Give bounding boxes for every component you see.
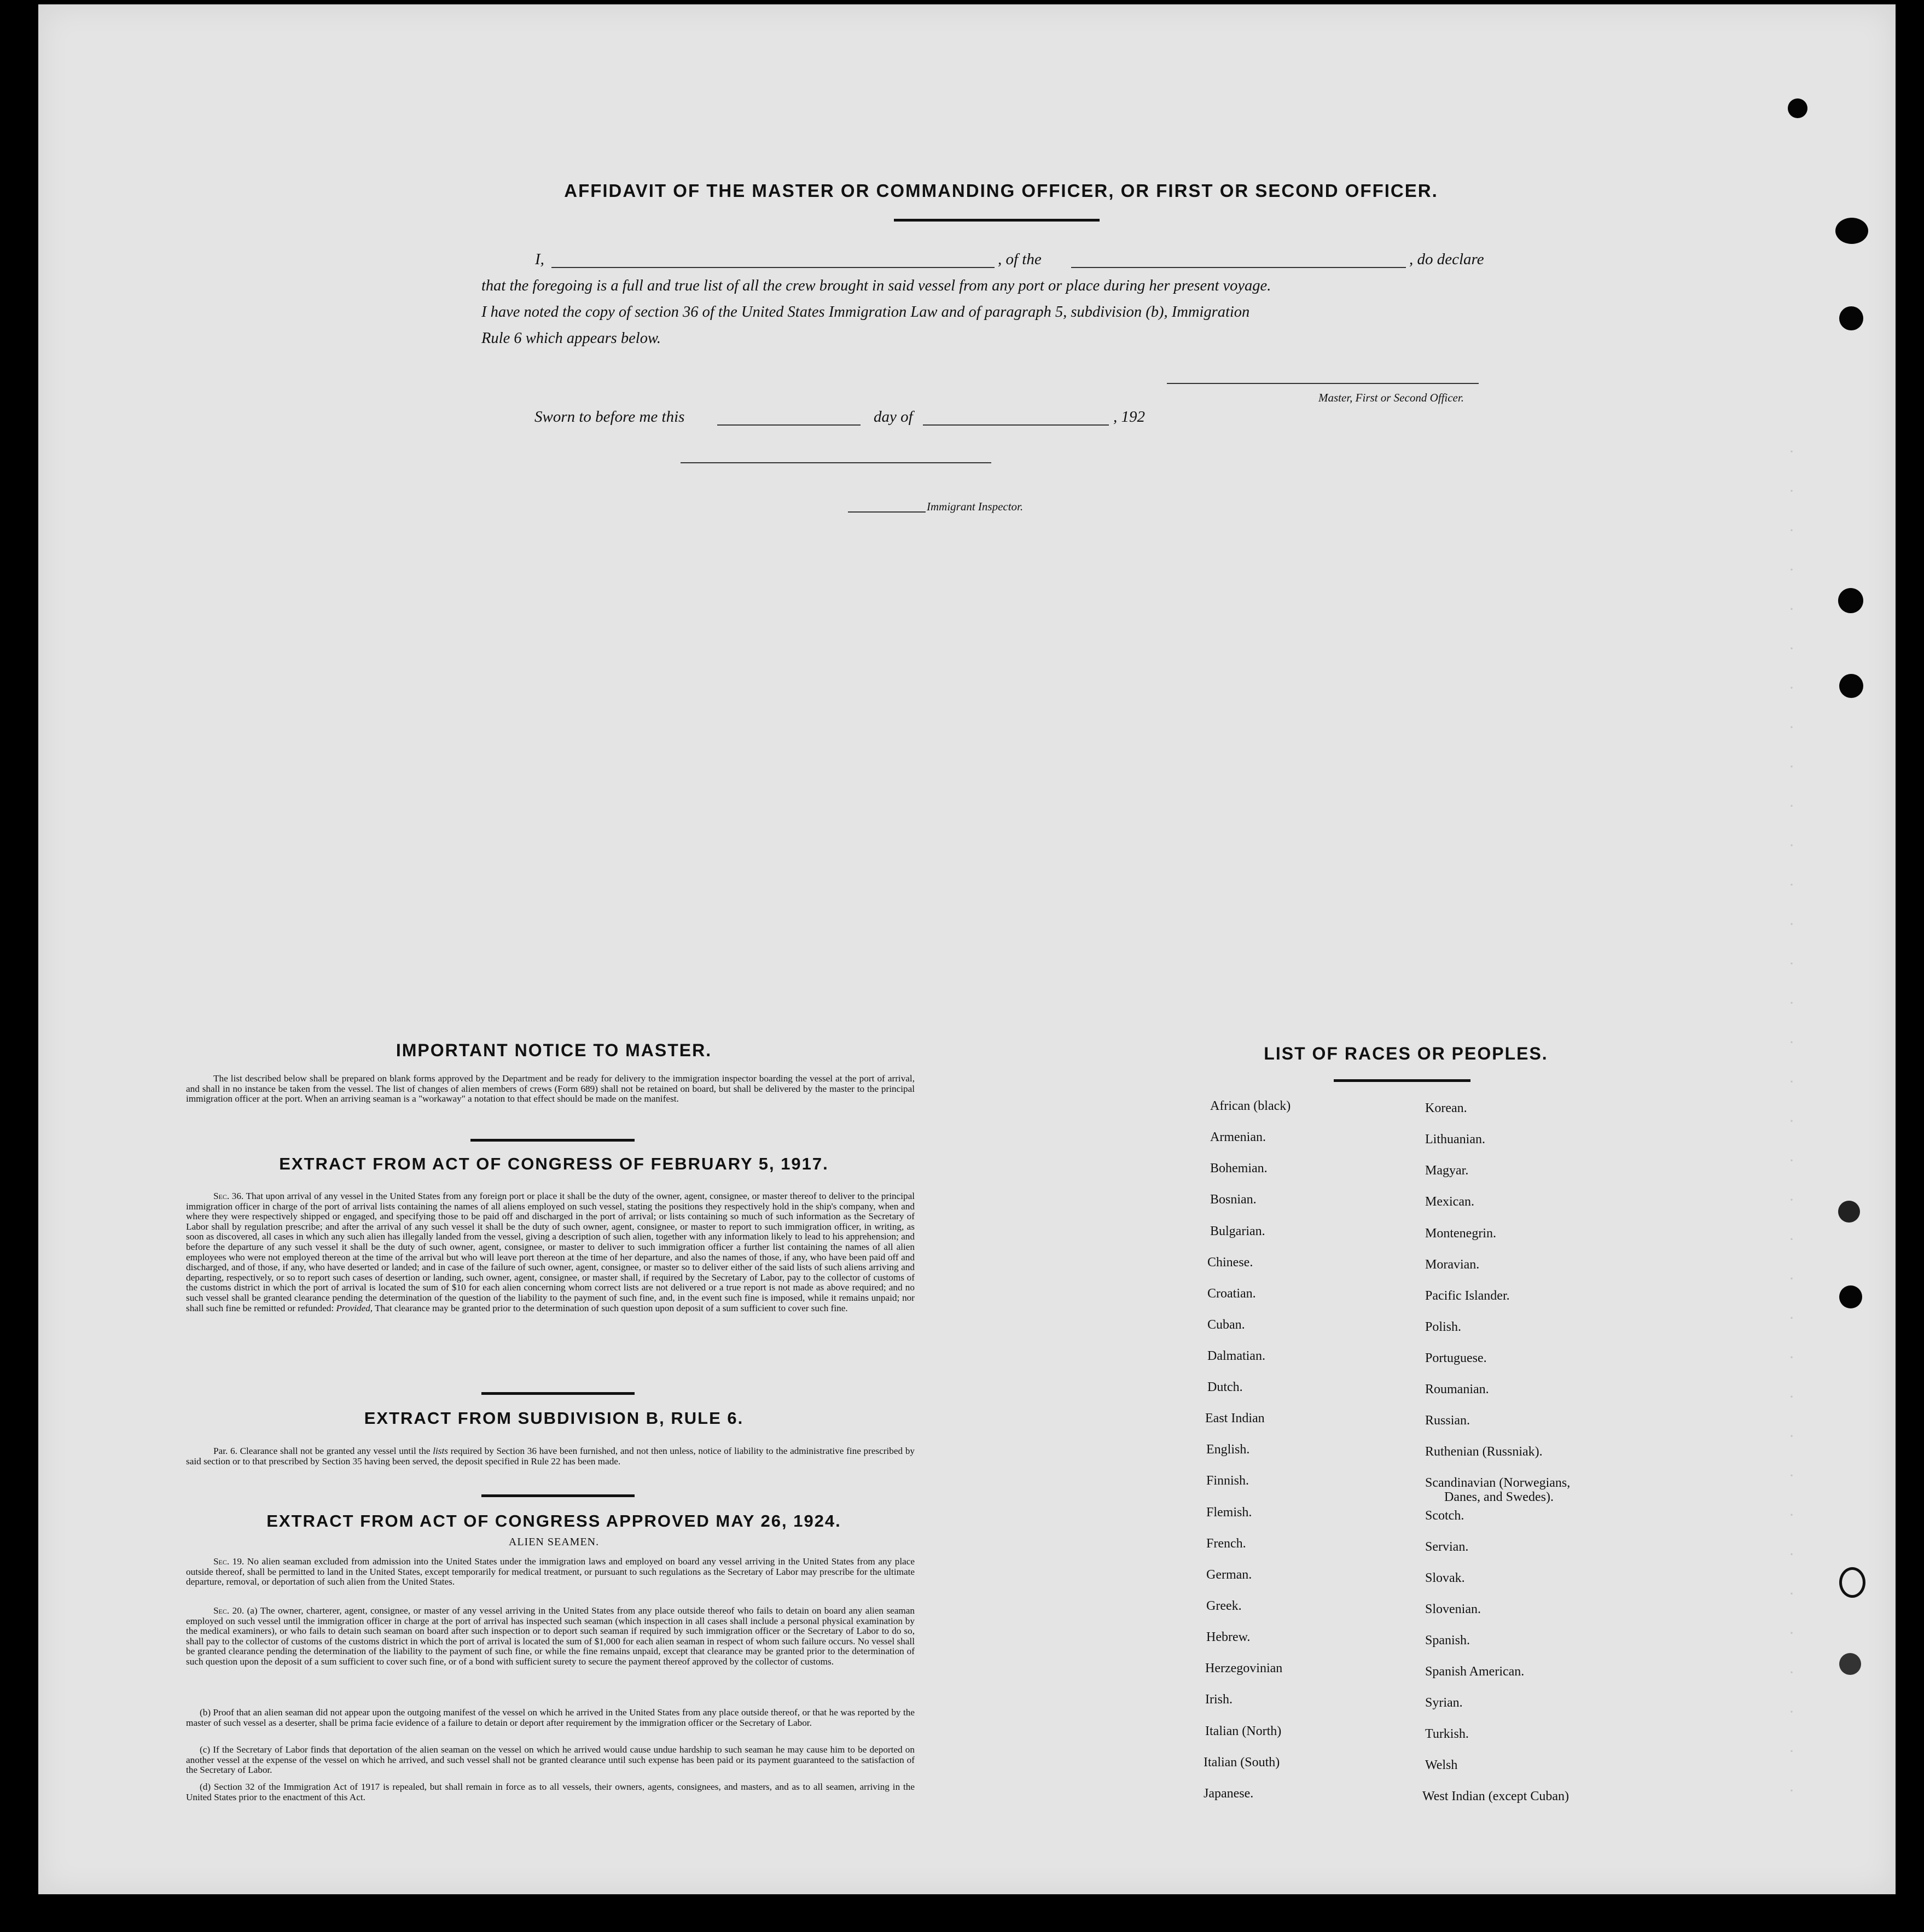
sec-36-body: That upon arrival of any vessel in the United States from any foreign port or place it shall be the duty of the owner, agent, consignee, or master thereof to deliver to the principal immigration officer in charge of the port of arrival lists containing the names of all aliens employed on such vessel, stating the positions they respectively hold in the ship's company, when and where they were respectively shipped or engaged, and specifying those to be paid off and discharged in the port of arrival; or lists containing so much of such information as the Secretary of Labor shall by regulation prescribe; and after the arrival of any such vessel it shall be the duty of such owner, agent, consignee, or master to report to such immigration officer, in writing, as soon as discovered, all cases in which any such alien has illegally landed from the vessel, giving a description of such alien, together with any information likely to lead to his apprehension; and before the departure of any such vessel it shall be the duty of such owner, agent, consignee, or master to deliver to such immigration officer a further list containing the names of all alien employees who were not employed thereon at the time of the arrival but who will leave port thereon at the time of her departure, and also the names of those, if any, who have been paid off and discharged, and of those, if any, who have deserted or landed; and in case of the failure of such owner, agent, consignee, or master so to deliver either of the said lists of such aliens arriving and departing, respectively, or so to report such cases of desertion or landing, such owner, agent, consignee, or master shall, if required by the Secretary of Labor, pay to the collector of customs of the customs district in which the port of arrival is located the sum of $10 for each alien concerning whom correct lists are not delivered or a true report is not made as above required; and no such vessel shall be granted clearance pending the determination of the question of the liability to the payment of such fine, and, in the event such fine is imposed, while it remains unpaid; nor shall such fine be remitted or refunded:	[186, 1191, 915, 1313]
race-left-17: Greek.	[1206, 1599, 1242, 1613]
race-left-22: Italian (South)	[1204, 1755, 1280, 1770]
race-left-4: Bosnian.	[1210, 1192, 1257, 1207]
race-right-15: Servian.	[1425, 1540, 1469, 1554]
provided-body: That clearance may be granted prior to the determination of such question upon deposit of a sum sufficient to cover such fine.	[375, 1302, 848, 1313]
extract-rule6-divider	[481, 1494, 635, 1497]
race-left-8: Cuban.	[1207, 1318, 1245, 1332]
race-right-6: Moravian.	[1425, 1258, 1480, 1272]
race-right-13: Scandinavian (Norwegians,	[1425, 1476, 1571, 1490]
sec-36-label: Sec. 36.	[213, 1191, 244, 1201]
notice-text: The list described below shall be prepared on blank forms approved by the Department and be ready for delivery to the immigration inspector boarding the vessel at the port of arrival, and shall in no instance be taken from the vessel. The list of changes of alien members of crews (Form 689) shall not be retained on board, but shall be delivered by the master to the principal immigration officer at the port. When an arriving seaman is a "workaway" a notation to that effect should be made on the manifest.	[186, 1073, 915, 1104]
race-right-20: Syrian.	[1425, 1696, 1463, 1710]
declarant-name-field[interactable]	[551, 267, 995, 268]
affidavit-title: AFFIDAVIT OF THE MASTER OR COMMANDING OFFICER, OR FIRST OR SECOND OFFICER.	[564, 181, 1438, 201]
race-left-7: Croatian.	[1207, 1287, 1256, 1301]
race-right-16: Slovak.	[1425, 1571, 1465, 1585]
year-label: , 192	[1113, 408, 1145, 426]
race-right-5: Montenegrin.	[1425, 1226, 1496, 1241]
affidavit-line-3: I have noted the copy of section 36 of the United States Immigration Law and of paragraph 5, subdivision (b), Immigration	[481, 304, 1250, 321]
extract-1917-text	[186, 1191, 915, 1313]
race-left-6: Chinese.	[1207, 1255, 1253, 1270]
affidavit-title-underline	[894, 219, 1100, 222]
race-left-21: Italian (North)	[1205, 1724, 1282, 1738]
sec-20a-body: (a) The owner, charterer, agent, consignee, or master of any vessel arriving in the United States from any place outside thereof who fails to detain on board any alien seaman employed on such vessel until the immigration officer in charge at the port of arrival has inspected such seaman (which inspection in all cases shall include a personal physical examination by the medical examiners), or who fails to detain such seaman on board after such inspection or to deport such seaman if required by such immigration officer or the Secretary of Labor to do so, shall pay to the collector of customs of the customs district in which the port of arrival is located the sum of $1,000 for each alien seaman in respect of whom such failure occurs. No vessel shall be granted clearance pending the determination of the liability to the payment of such fine, or while the fine remains unpaid, except that clearance may be granted prior to the determination of such question upon the deposit of a sum sufficient to cover such fine, or of a bond with sufficient surety to secure the payment thereof approved by the collector of customs.	[186, 1605, 915, 1667]
race-right-12: Ruthenian (Russniak).	[1425, 1445, 1543, 1459]
extract-1917-divider	[481, 1392, 635, 1395]
affidavit-line-2: that the foregoing is a full and true list of all the crew brought in said vessel from any port or place during her present voyage.	[481, 277, 1271, 294]
notice-title: IMPORTANT NOTICE TO MASTER.	[396, 1040, 712, 1060]
race-left-18: Hebrew.	[1206, 1630, 1251, 1644]
extract-rule6-title: EXTRACT FROM SUBDIVISION B, RULE 6.	[364, 1409, 744, 1428]
race-right-23: West Indian (except Cuban)	[1422, 1789, 1569, 1803]
race-right-4: Mexican.	[1425, 1195, 1474, 1209]
race-left-19: Herzegovinian	[1205, 1661, 1283, 1675]
race-left-11: East Indian	[1205, 1411, 1265, 1425]
master-signature-label: Master, First or Second Officer.	[1318, 391, 1464, 404]
race-left-23: Japanese.	[1204, 1786, 1254, 1801]
race-left-5: Bulgarian.	[1210, 1224, 1265, 1238]
provided-label: Provided,	[336, 1302, 373, 1313]
race-right-18: Spanish.	[1425, 1633, 1470, 1648]
races-title: LIST OF RACES OR PEOPLES.	[1264, 1044, 1548, 1063]
inspector-signature-field[interactable]	[681, 462, 991, 463]
punch-hole-8	[1839, 1567, 1865, 1598]
sworn-label: Sworn to before me this	[534, 408, 685, 426]
notice-divider	[470, 1139, 635, 1142]
bleed-through-marks: · · · · · · · · · · · · · · · · · · · · · · · · · · · · · · · · · · ·	[1789, 443, 1794, 1800]
race-right-7: Pacific Islander.	[1425, 1289, 1510, 1303]
race-left-13: Finnish.	[1206, 1474, 1249, 1488]
race-right-17: Slovenian.	[1425, 1602, 1481, 1616]
race-right-9: Portuguese.	[1425, 1351, 1487, 1365]
sworn-line	[534, 408, 1164, 430]
sec-19-label: Sec. 19.	[213, 1556, 245, 1567]
inspector-name-field[interactable]	[848, 511, 926, 513]
extract-1924-title: EXTRACT FROM ACT OF CONGRESS APPROVED MAY 26, 1924.	[266, 1511, 841, 1531]
race-right-8: Polish.	[1425, 1320, 1462, 1334]
punch-hole-1	[1788, 98, 1807, 118]
punch-hole-3	[1839, 306, 1863, 330]
race-right-14: Scotch.	[1425, 1509, 1464, 1523]
affidavit-line-4: Rule 6 which appears below.	[481, 330, 661, 347]
sec-19-body: No alien seaman excluded from admission into the United States under the immigration laws and employed on board any vessel arriving in the United States from any place outside thereof, shall be permitted to land in the United States, except temporarily for medical treatment, or pursuant to such regulations as the Secretary of Labor may prescribe for the ultimate departure, removal, or deportation of such alien from the United States.	[186, 1556, 915, 1587]
punch-hole-6	[1838, 1201, 1860, 1223]
rule6-body-a: Par. 6. Clearance shall not be granted any vessel until the	[213, 1446, 431, 1456]
race-left-12: English.	[1206, 1442, 1250, 1457]
sworn-month-field[interactable]	[923, 424, 1109, 426]
sworn-day-field[interactable]	[717, 424, 861, 426]
sec-20c-text: (c) If the Secretary of Labor finds that deportation of the alien seaman on the vessel on which he arrived would cause undue hardship to such seaman he may cause him to be deported on another vessel at the expense of the vessel on which he arrived, and such vessel shall not be granted clearance until such expense has been paid or its payment guaranteed to the satisfaction of the Secretary of Labor.	[186, 1744, 915, 1776]
races-title-underline	[1334, 1079, 1470, 1082]
sec-20-label: Sec. 20.	[213, 1605, 245, 1616]
inspector-label: Immigrant Inspector.	[927, 500, 1024, 513]
affidavit-declare-label: , do declare	[1409, 251, 1484, 268]
punch-hole-2	[1835, 218, 1868, 244]
punch-hole-7	[1839, 1285, 1862, 1308]
race-right-19: Spanish American.	[1425, 1665, 1525, 1679]
vessel-name-field[interactable]	[1071, 267, 1406, 268]
race-left-1: African (black)	[1210, 1099, 1291, 1113]
race-left-16: German.	[1206, 1568, 1252, 1582]
affidavit-of-the-label: , of the	[998, 251, 1042, 268]
race-right-3: Magyar.	[1425, 1163, 1469, 1178]
race-left-3: Bohemian.	[1210, 1161, 1268, 1176]
punch-hole-9	[1839, 1653, 1861, 1675]
race-right-13-cont: Danes, and Swedes).	[1444, 1490, 1554, 1504]
affidavit-i-label: I,	[535, 251, 544, 268]
race-right-1: Korean.	[1425, 1101, 1467, 1115]
master-signature-field[interactable]	[1167, 383, 1479, 384]
race-right-22: Welsh	[1425, 1758, 1458, 1772]
race-left-9: Dalmatian.	[1207, 1349, 1265, 1363]
extract-1917-title: EXTRACT FROM ACT OF CONGRESS OF FEBRUARY 5, 1917.	[279, 1154, 829, 1173]
affidavit-line-1	[535, 251, 1509, 272]
rule6-body-b: required by Section 36 have been furnished, and not then unless, notice of liability to the administrative fine prescribed by said section or to that prescribed by Section 35 having been served, the deposit specified in Rule 22 has been made.	[186, 1446, 915, 1467]
race-left-20: Irish.	[1205, 1692, 1233, 1707]
race-right-11: Russian.	[1425, 1413, 1470, 1428]
race-right-2: Lithuanian.	[1425, 1132, 1485, 1147]
punch-hole-4	[1838, 588, 1863, 613]
race-left-14: Flemish.	[1206, 1505, 1252, 1520]
race-right-21: Turkish.	[1425, 1727, 1469, 1741]
extract-rule6-text	[186, 1446, 915, 1467]
alien-seamen-subtitle: ALIEN SEAMEN.	[508, 1536, 600, 1548]
sec-20a-text	[186, 1606, 915, 1667]
race-right-10: Roumanian.	[1425, 1382, 1489, 1396]
sec-19-text	[186, 1557, 915, 1587]
sec-20d-text: (d) Section 32 of the Immigration Act of 1917 is repealed, but shall remain in force as to all vessels, their owners, agents, consignees, and masters, and as to all seamen, arriving in the United States prior to the enactment of this Act.	[186, 1782, 915, 1802]
rule6-lists-word: lists	[433, 1446, 448, 1456]
race-left-2: Armenian.	[1210, 1130, 1266, 1144]
day-of-label: day of	[874, 408, 913, 426]
sec-20b-text: (b) Proof that an alien seaman did not appear upon the outgoing manifest of the vessel on which he arrived in the United States from any place outside thereof, or that he was reported by the master of such vessel as a deserter, shall be prima facie evidence of a failure to detain or deport after requirement by the immigration officer or the Secretary of Labor.	[186, 1707, 915, 1728]
race-left-15: French.	[1206, 1537, 1246, 1551]
race-left-10: Dutch.	[1207, 1380, 1243, 1394]
punch-hole-5	[1839, 674, 1863, 698]
